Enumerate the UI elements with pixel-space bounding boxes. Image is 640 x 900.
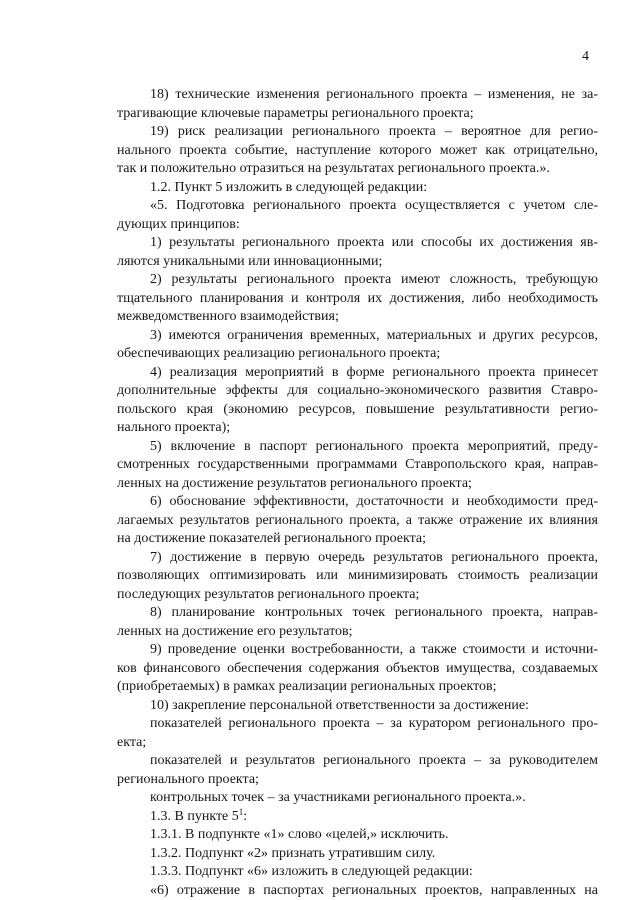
text-line	[117, 493, 598, 512]
text-line-content: показателей регионального проекта – за куратором регионального про-	[150, 716, 598, 731]
text-line-content: 9) проведение оценки востребованности, а также стоимости и источни-	[150, 642, 598, 657]
text-line	[117, 253, 598, 272]
text-line	[117, 197, 598, 216]
text-line-content: екта;	[117, 735, 146, 750]
page-number: 4	[582, 49, 589, 65]
text-line	[117, 327, 598, 346]
text-line	[117, 271, 598, 290]
text-line-content: так и положительно отразиться на результатах регионального проекта.».	[117, 161, 550, 176]
text-line-content: дующих принципов:	[117, 217, 240, 232]
text-line-content: «6) отражение в паспортах региональных проектов, направленных на	[150, 883, 598, 898]
text-line-content: контрольных точек – за участниками регионального проекта.».	[150, 790, 526, 805]
text-line	[117, 456, 598, 475]
text-line	[117, 419, 598, 438]
text-line	[117, 308, 598, 327]
text-line	[117, 641, 598, 660]
text-line	[117, 882, 598, 900]
text-line	[117, 179, 598, 198]
text-line	[117, 567, 598, 586]
text-line	[117, 826, 598, 845]
text-line-content: 4) реализация мероприятий в форме регионального проекта принесет	[150, 365, 598, 380]
text-line	[117, 623, 598, 642]
text-line-content: 1.3. В пункте 5	[150, 809, 239, 824]
text-line-content: 18) технические изменения регионального проекта – изменения, не за-	[150, 87, 598, 102]
text-line	[117, 771, 598, 790]
text-line	[117, 345, 598, 364]
text-line-content: смотренных государственными программами Ставропольского края, направ-	[117, 457, 598, 472]
text-line	[117, 530, 598, 549]
text-line-content: 7) достижение в первую очередь результатов регионального проекта,	[150, 550, 598, 565]
text-line-content: 3) имеются ограничения временных, материальных и других ресурсов,	[150, 328, 598, 343]
text-line-content: нального проекта);	[117, 420, 230, 435]
text-line	[117, 752, 598, 771]
text-line	[117, 438, 598, 457]
text-line	[117, 142, 598, 161]
superscript: 1	[239, 808, 244, 817]
text-line	[117, 382, 598, 401]
text-line-content: ленных на достижение его результатов;	[117, 624, 353, 639]
text-line-content: нального проекта событие, наступление которого может как отрицательно,	[117, 143, 598, 158]
text-line	[117, 734, 598, 753]
text-line-content: ляются уникальными или инновационными;	[117, 254, 382, 269]
text-line-content: польского края (экономию ресурсов, повышение результативности регио-	[117, 402, 598, 417]
text-line-content: «5. Подготовка регионального проекта осуществляется с учетом сле-	[150, 198, 598, 213]
text-line	[117, 549, 598, 568]
document-body	[117, 86, 598, 900]
text-line	[117, 160, 598, 179]
text-line	[117, 105, 598, 124]
text-line-content: 19) риск реализации регионального проекта – вероятное для регио-	[150, 124, 598, 139]
text-line-content: дополнительные эффекты для социально-экономического развития Ставро-	[117, 383, 598, 398]
text-line-content: 1.2. Пункт 5 изложить в следующей редакции:	[150, 180, 427, 195]
text-line-content: обеспечивающих реализацию регионального проекта;	[117, 346, 440, 361]
text-line-content: (приобретаемых) в рамках реализации региональных проектов;	[117, 679, 497, 694]
text-line-content: трагивающие ключевые параметры регионального проекта;	[117, 106, 474, 121]
text-line	[117, 234, 598, 253]
text-line-content: 1) результаты регионального проекта или способы их достижения яв-	[150, 235, 598, 250]
text-line-content: 8) планирование контрольных точек регионального проекта, направ-	[150, 605, 598, 620]
text-line	[117, 808, 598, 827]
text-line-content: 6) обоснование эффективности, достаточности и необходимости пред-	[150, 494, 598, 509]
text-line	[117, 216, 598, 235]
text-line-content: межведомственного взаимодействия;	[117, 309, 339, 324]
text-line-content: на достижение показателей регионального проекта;	[117, 531, 426, 546]
text-line-content: ков финансового обеспечения содержания объектов имущества, создаваемых	[117, 661, 598, 676]
text-line	[117, 789, 598, 808]
text-line	[117, 290, 598, 309]
text-line-content: ленных на достижение результатов регионального проекта;	[117, 476, 472, 491]
text-line	[117, 678, 598, 697]
text-line	[117, 512, 598, 531]
text-line-suffix: :	[243, 809, 247, 824]
text-line	[117, 715, 598, 734]
text-line-content: 5) включение в паспорт регионального проекта мероприятий, преду-	[150, 439, 598, 454]
text-line-content: 10) закрепление персональной ответственности за достижение:	[150, 698, 529, 713]
text-line	[117, 586, 598, 605]
text-line-content: регионального проекта;	[117, 772, 259, 787]
text-line	[117, 697, 598, 716]
text-line-content: 1.3.3. Подпункт «6» изложить в следующей редакции:	[150, 864, 473, 879]
text-line	[117, 845, 598, 864]
text-line-content: показателей и результатов регионального проекта – за руководителем	[150, 753, 598, 768]
text-line	[117, 123, 598, 142]
text-line-content: лагаемых результатов регионального проекта, а также отражение их влияния	[117, 513, 598, 528]
text-line-content: тщательного планирования и контроля их достижения, либо необходимость	[117, 291, 598, 306]
text-line-content: последующих результатов регионального проекта;	[117, 587, 419, 602]
text-line-content: позволяющих оптимизировать или минимизировать стоимость реализации	[117, 568, 598, 583]
text-line-content: 2) результаты регионального проекта имеют сложность, требующую	[150, 272, 598, 287]
text-line-content: 1.3.2. Подпункт «2» признать утратившим силу.	[150, 846, 435, 861]
text-line-content: 1.3.1. В подпункте «1» слово «целей,» исключить.	[150, 827, 449, 842]
text-line	[117, 863, 598, 882]
text-line	[117, 604, 598, 623]
text-line	[117, 475, 598, 494]
text-line	[117, 401, 598, 420]
text-line	[117, 660, 598, 679]
text-line	[117, 86, 598, 105]
text-line	[117, 364, 598, 383]
